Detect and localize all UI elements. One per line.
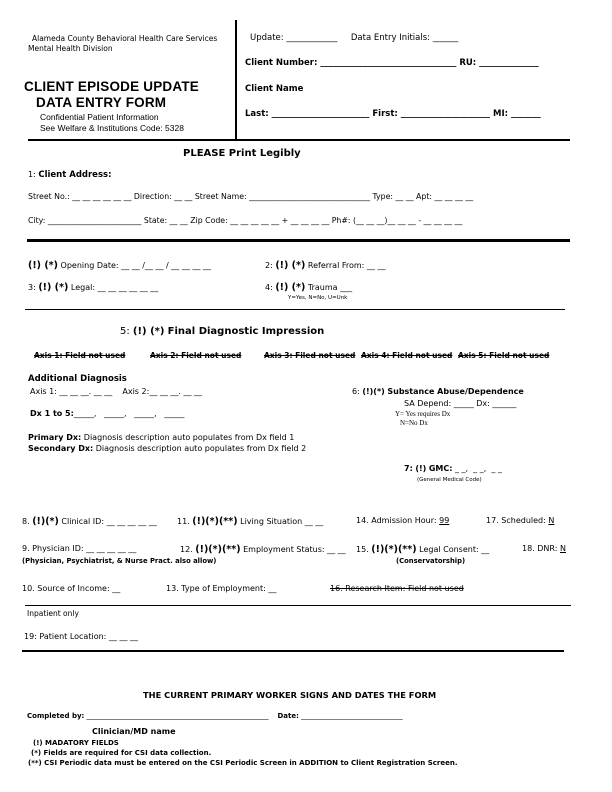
axis-5-unused: Axis 5: Field not used — [458, 351, 550, 360]
state-field[interactable]: __ __ — [169, 216, 188, 225]
additional-diagnosis-heading: Additional Diagnosis — [28, 374, 127, 384]
secondary-dx-row: Secondary Dx: Diagnosis description auto populates from Dx field 2 — [28, 444, 307, 453]
update-field[interactable]: Update: ____________ Data Entry Initials: ______ — [250, 33, 459, 43]
trauma-field[interactable]: ___ — [340, 283, 353, 292]
phone-area-field[interactable]: (__ __ __) — [353, 216, 388, 225]
admission-hour-value[interactable]: 99 — [439, 516, 450, 525]
legend-mandatory: (!) MADATORY FIELDS — [33, 739, 119, 747]
additional-axis-row: Axis 1: __ __ __. __ __ Axis 2:__ __ __. __ __ — [30, 387, 203, 396]
zip-field[interactable]: __ __ __ __ __ — [230, 216, 280, 225]
legend-periodic: (**) CSI Periodic data must be entered on the CSI Periodic Screen in ADDITION to Client Registration Screen. — [28, 759, 458, 767]
legend-csi: (*) Fields are required for CSI data collection. — [31, 749, 212, 757]
axis-2-unused: Axis 2: Field not used — [150, 351, 242, 360]
employment-status-field[interactable]: __ __ — [327, 545, 346, 554]
scheduled-value[interactable]: N — [548, 516, 555, 525]
legal-consent-field[interactable]: __ — [481, 545, 490, 554]
print-legibly-notice: PLEASE Print Legibly — [183, 148, 301, 159]
apt-field[interactable]: __ __ __ __ — [434, 192, 474, 201]
confidential-notice: Confidential Patient Information — [40, 112, 159, 122]
opening-date-field[interactable]: __ __ /__ __ / __ __ __ __ — [121, 261, 211, 270]
legal-field[interactable]: __ __ __ __ __ __ — [97, 283, 159, 292]
ru-field[interactable]: ______________ — [479, 58, 539, 68]
scheduled-row: 17. Scheduled: N — [486, 516, 555, 525]
signature-heading: THE CURRENT PRIMARY WORKER SIGNS AND DATES THE FORM — [143, 690, 437, 700]
axis-1-unused: Axis 1: Field not used — [34, 351, 126, 360]
episode-bottom-rule — [25, 309, 565, 310]
additional-axis2-field[interactable]: __ __ __. __ __ — [149, 387, 203, 396]
zip-plus4-field[interactable]: __ __ __ __ — [290, 216, 330, 225]
header-divider — [235, 20, 237, 140]
direction-field[interactable]: __ __ — [174, 192, 193, 201]
signature-date-field[interactable]: _____________________________ — [301, 712, 403, 720]
header-bottom-rule — [28, 139, 570, 141]
form-title-line2: DATA ENTRY FORM — [36, 95, 167, 110]
client-number-field[interactable]: ________________________________ — [320, 58, 457, 68]
additional-axis1-field[interactable]: __ __ __. __ __ — [59, 387, 113, 396]
legal-row: 3: (!) (*) Legal: __ __ __ __ __ __ — [28, 282, 159, 293]
physician-hint: (Physician, Psychiatrist, & Nurse Pract. also allow) — [22, 557, 217, 565]
agency-name: Alameda County Behavioral Health Care Services — [32, 34, 218, 43]
street-type-field[interactable]: __ __ — [395, 192, 414, 201]
gmc-field[interactable]: _ _, _ _, _ _ — [454, 464, 502, 473]
patient-location-row: 19: Patient Location: __ __ __ — [24, 632, 138, 641]
sa-hint-yes: Y= Yes requires Dx — [395, 410, 451, 418]
street-number-field[interactable]: __ __ __ __ __ __ — [72, 192, 132, 201]
sa-hint-no: N=No Dx — [400, 419, 428, 427]
employment-type-row: 13. Type of Employment: __ — [166, 584, 277, 593]
client-name-row: Last: _______________________ First: _____________________ MI: _______ — [245, 109, 541, 119]
axis-3-unused: Axis 3: Filed not used — [264, 351, 356, 360]
conservatorship-hint: (Conservatorship) — [396, 557, 466, 565]
diagnosis-section-heading: 5: (!) (*) Final Diagnostic Impression — [120, 326, 325, 337]
code-reference: See Welfare & Institutions Code: 5328 — [40, 123, 184, 133]
phone-prefix-field[interactable]: __ __ __ — [387, 216, 416, 225]
gmc-row: 7: (!) GMC: _ _, _ _, _ _ — [404, 464, 502, 473]
inpatient-top-rule — [25, 605, 571, 606]
living-situation-row: 11. (!)(*)(**) Living Situation __ __ — [177, 516, 324, 527]
physician-id-row: 9. Physician ID: __ __ __ __ __ — [22, 544, 137, 553]
employment-type-field[interactable]: __ — [268, 584, 277, 593]
patient-location-field[interactable]: __ __ __ — [108, 632, 138, 641]
form-title-line1: CLIENT EPISODE UPDATE — [24, 79, 199, 94]
income-row: 10. Source of Income: __ — [22, 584, 121, 593]
completed-by-row: Completed by: ____________________________________________________ Date: _____________________________ — [27, 712, 403, 720]
dx-1-to-5-fields[interactable]: _____, _____, _____, _____ — [73, 409, 185, 418]
address-section-heading: 1: Client Address: — [28, 170, 112, 180]
gmc-hint: (General Medical Code) — [417, 477, 482, 483]
address-bottom-rule — [27, 239, 570, 242]
living-situation-field[interactable]: __ __ — [304, 517, 324, 526]
inpatient-label: Inpatient only — [27, 609, 79, 618]
dnr-value[interactable]: N — [559, 544, 566, 553]
inpatient-bottom-rule — [22, 650, 564, 652]
clinician-name-label: Clinician/MD name — [92, 727, 176, 736]
division-name: Mental Health Division — [28, 44, 113, 53]
employment-status-row: 12. (!)(*)(**) Employment Status: __ __ — [180, 544, 346, 555]
clinical-id-row: 8. (!)(*) Clinical ID: __ __ __ __ __ — [22, 516, 157, 527]
primary-dx-description: Diagnosis description auto populates from Dx field 1 — [83, 433, 295, 442]
middle-initial-field[interactable]: _______ — [511, 109, 541, 119]
phone-line-field[interactable]: __ __ __ __ — [423, 216, 463, 225]
client-number-row: Client Number: ________________________________ RU: ______________ — [245, 58, 539, 68]
data-entry-initials-field[interactable]: ______ — [432, 33, 459, 43]
trauma-row: 4: (!) (*) Trauma ___ — [265, 282, 353, 293]
street-row: Street No.: __ __ __ __ __ __ Direction: __ __ Street Name: _______________________________ Type: __ __ Apt: __ __ __ __ — [28, 192, 474, 201]
first-name-field[interactable]: _____________________ — [400, 109, 491, 119]
clinical-id-field[interactable]: __ __ __ __ __ — [106, 517, 157, 526]
last-name-field[interactable]: _______________________ — [271, 109, 370, 119]
legal-consent-row: 15. (!)(*)(**) Legal Consent: __ — [356, 544, 490, 555]
dx-row: Dx 1 to 5:_____, _____, _____, _____ — [30, 409, 185, 418]
sa-depend-row: SA Depend: _____ Dx: ______ — [404, 399, 517, 408]
completed-by-field[interactable]: ____________________________________________________ — [86, 712, 269, 720]
sa-dx-field[interactable]: ______ — [492, 399, 517, 408]
referral-from-field[interactable]: __ __ — [366, 261, 386, 270]
axis-4-unused: Axis 4: Field not used — [361, 351, 453, 360]
city-field[interactable]: ________________________ — [47, 216, 142, 225]
primary-dx-row: Primary Dx: Diagnosis description auto populates from Dx field 1 — [28, 433, 295, 442]
referral-row: 2: (!) (*) Referral From: __ __ — [265, 260, 386, 271]
physician-id-field[interactable]: __ __ __ __ __ — [86, 544, 137, 553]
trauma-hint: Y=Yes, N=No, U=Unk — [288, 295, 348, 301]
opening-date-row: (!) (*) Opening Date: __ __ /__ __ / __ __ __ __ — [28, 260, 211, 271]
income-source-field[interactable]: __ — [112, 584, 121, 593]
secondary-dx-description: Diagnosis description auto populates from Dx field 2 — [95, 444, 307, 453]
dnr-row: 18. DNR: N — [522, 544, 566, 553]
research-item-unused: 16. Research Item: Field not used — [330, 584, 464, 593]
substance-section-heading: 6: (!)(*) Substance Abuse/Dependence — [352, 387, 524, 396]
client-name-label: Client Name — [245, 84, 304, 94]
street-name-field[interactable]: _______________________________ — [249, 192, 370, 201]
admission-hour-row: 14. Admission Hour: 99 — [356, 516, 450, 525]
city-row: City: ________________________ State: __ __ Zip Code: __ __ __ __ __ + __ __ __ __ Ph#: (__ __ __)__ __ __ - __ __ __ __ — [28, 216, 463, 225]
sa-depend-field[interactable]: _____ — [453, 399, 474, 408]
